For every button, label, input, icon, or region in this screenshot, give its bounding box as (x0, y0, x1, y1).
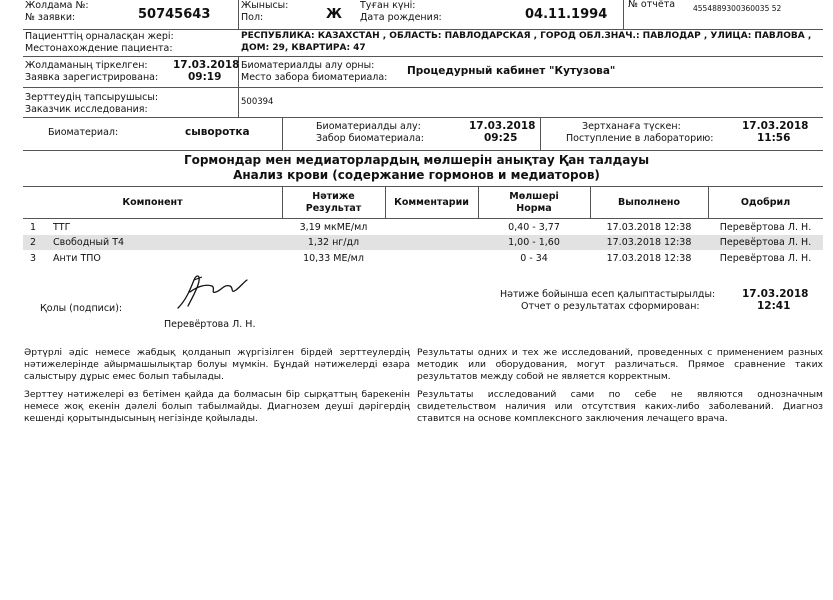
row-result: 1,32 нг/дл (307, 237, 360, 248)
place-label-kz: Биоматериалды алу орны: (241, 60, 375, 71)
row-norm: 1,00 - 1,60 (508, 237, 560, 248)
biomaterial-value: сыворотка (185, 126, 250, 138)
table-row (23, 251, 823, 266)
collect-label-kz: Биоматериалды алу: (316, 121, 421, 132)
referral-no-label-ru: № заявки: (25, 12, 76, 23)
divider (23, 56, 823, 57)
row-done: 17.03.2018 12:38 (606, 253, 692, 264)
registration-label-kz: Жолдаманың тіркелген: (25, 60, 148, 71)
lab-date: 17.03.2018 (742, 120, 809, 132)
col-done: Выполнено (618, 197, 680, 208)
disclaimer-kz-1: Әртүрлі әдіс немесе жабдық қолданып жүргізілген бірдей зерттеулердің нәтижелерінде айырмашылықтар болуы мүмкін. Бұндай нәтижелерді өзара салыстыру дұрыс емес болып табылады. (24, 347, 410, 382)
col-comments: Комментарии (394, 197, 469, 208)
address-line1: РЕСПУБЛИКА: КАЗАХСТАН , ОБЛАСТЬ: ПАВЛОДАРСКАЯ , ГОРОД ОБЛ.ЗНАЧ.: ПАВЛОДАР , УЛИЦА: ПАВЛОВА , (241, 31, 812, 41)
divider (23, 186, 823, 187)
divider (623, 0, 624, 29)
row-result: 3,19 мкМЕ/мл (299, 222, 368, 233)
signature-label: Қолы (подписи): (40, 303, 123, 314)
col-norm-ru: Норма (516, 203, 552, 214)
lab-label-ru: Поступление в лабораторию: (566, 133, 714, 144)
row-approved: Перевёртова Л. Н. (719, 253, 812, 264)
registration-label-ru: Заявка зарегистрирована: (25, 72, 159, 83)
formed-time: 12:41 (757, 300, 791, 312)
row-component: Свободный Т4 (53, 237, 125, 248)
referral-no-label-kz: Жолдама №: (25, 0, 89, 11)
location-label-kz: Пациенттің орналасқан жері: (25, 31, 174, 42)
signature-name: Перевёртова Л. Н. (164, 319, 256, 330)
collect-time: 09:25 (484, 132, 518, 144)
customer-label-ru: Заказчик исследования: (25, 104, 148, 115)
dob-label-ru: Дата рождения: (360, 12, 442, 23)
divider (23, 150, 823, 151)
table-row (23, 235, 823, 250)
row-number: 1 (30, 222, 37, 233)
formed-date: 17.03.2018 (742, 288, 809, 300)
col-norm-kz: Мөлшері (509, 191, 559, 202)
sex-label-ru: Пол: (241, 12, 264, 23)
col-approved: Одобрил (740, 197, 791, 208)
collect-date: 17.03.2018 (469, 120, 536, 132)
row-approved: Перевёртова Л. Н. (719, 222, 812, 233)
disclaimer-ru-2: Результаты исследований сами по себе не являются однозначным свидетельством наличия или отсутствия каких-либо заболеваний. Диагноз ставится на основе комплексного заключения лечащего врача. (417, 389, 823, 424)
disclaimer-kz-2: Зерттеу нәтижелері өз бетімен қайда да болмасын бір сырқаттың барекенін немесе жоқ екенін дәлелі болып табылмайды. Диагнозем деуші дәрігердің кешенді қорытындысының негізінде қойылады. (24, 389, 410, 424)
row-done: 17.03.2018 12:38 (606, 237, 692, 248)
lab-time: 11:56 (757, 132, 791, 144)
place-value: Процедурный кабинет "Кутузова" (407, 65, 616, 77)
registration-time: 09:19 (188, 71, 222, 83)
table-row (23, 220, 823, 235)
formed-label-ru: Отчет о результатах сформирован: (521, 301, 700, 312)
customer-label-kz: Зерттеудің тапсырушысы: (25, 92, 159, 103)
lab-label-kz: Зертханаға түскен: (582, 121, 681, 132)
address-line2: ДОМ: 29, КВАРТИРА: 47 (241, 43, 366, 53)
signature-image (172, 272, 250, 312)
formed-label-kz: Нәтиже бойынша есеп қалыптастырылды: (500, 289, 716, 300)
biomaterial-label: Биоматериал: (48, 127, 119, 138)
page-title-kz: Гормондар мен медиаторлардың мөлшерін анықтау Қан талдауы (183, 153, 650, 167)
col-result-ru: Результат (305, 203, 362, 214)
divider (23, 218, 823, 219)
collect-label-ru: Забор биоматериала: (316, 133, 424, 144)
divider (23, 29, 823, 30)
disclaimer-ru-1: Результаты одних и тех же исследований, проведенных с применением разных методик или оборудования, могут различаться. Прямое сравнение таких результатов между собой не является корректным. (417, 347, 823, 382)
row-done: 17.03.2018 12:38 (606, 222, 692, 233)
customer-value: 500394 (241, 97, 274, 107)
dob-label-kz: Туған күні: (360, 0, 416, 11)
row-number: 2 (30, 237, 37, 248)
divider (282, 117, 283, 150)
place-label-ru: Место забора биоматериала: (241, 72, 388, 83)
sex-label-kz: Жынысы: (241, 0, 289, 11)
col-result-kz: Нәтиже (312, 191, 355, 202)
row-result: 10,33 МЕ/мл (303, 253, 364, 264)
report-label: № отчёта (628, 0, 676, 10)
row-component: Анти ТПО (53, 253, 101, 264)
divider (540, 117, 541, 150)
report-number: 4554889300360035 52 (693, 4, 782, 13)
dob-value: 04.11.1994 (525, 7, 608, 22)
divider (238, 0, 239, 29)
referral-number: 50745643 (138, 7, 211, 22)
registration-date: 17.03.2018 (173, 59, 240, 71)
location-label-ru: Местонахождение пациента: (25, 43, 173, 54)
row-norm: 0,40 - 3,77 (508, 222, 560, 233)
row-approved: Перевёртова Л. Н. (719, 237, 812, 248)
divider (23, 117, 823, 118)
sex-value: Ж (326, 7, 342, 22)
col-component: Компонент (122, 197, 183, 208)
row-norm: 0 - 34 (520, 253, 548, 264)
page-title-ru: Анализ крови (содержание гормонов и медиаторов) (233, 168, 600, 182)
divider (23, 87, 823, 88)
row-number: 3 (30, 253, 37, 264)
row-component: ТТГ (53, 222, 71, 233)
